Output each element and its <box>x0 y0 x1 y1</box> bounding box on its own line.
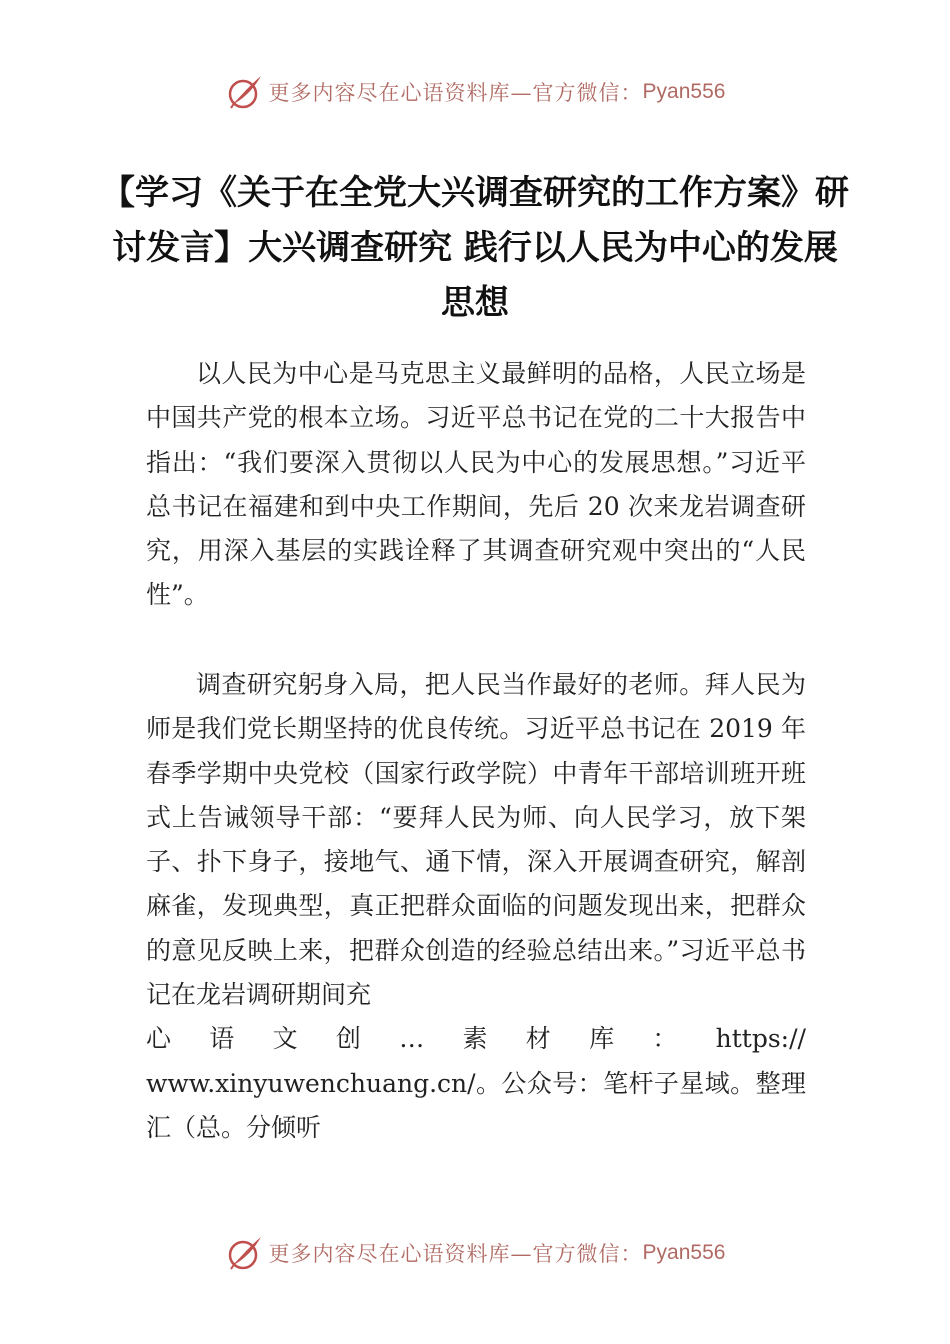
quill-logo-icon <box>225 72 265 112</box>
watermark-char: 文 <box>272 1024 298 1054</box>
paragraph-2: 调查研究躬身入局，把人民当作最好的老师。拜人民为师是我们党长期坚持的优良传统。习近平总书记在 2019 年春季学期中央党校（国家行政学院）中青年干部培训班开班式上告诫领导干部：“要拜人民为师、向人民学习，放下架子、扑下身子，接地气、通下情，深入开展调查研究，解剖麻雀，发现典型，真正把群众面临的问题发现出来，把群众的意见反映上来，把群众创造的经验总结出来。”习近平总书记在龙岩调研期间充 <box>146 670 806 1010</box>
watermark-char: … <box>399 1024 425 1054</box>
watermark-char: 材 <box>525 1024 551 1054</box>
watermark-char: 库 <box>589 1024 615 1054</box>
watermark-char: 素 <box>462 1024 488 1054</box>
banner-wechat-id: Pyan556 <box>642 80 726 103</box>
paragraph-1: 以人民为中心是马克思主义最鲜明的品格，人民立场是中国共产党的根本立场。习近平总书记在党的二十大报告中指出：“我们要深入贯彻以人民为中心的发展思想。”习近平总书记在福建和到中央工作期间，先后 20 次来龙岩调查研究，用深入基层的实践诠释了其调查研究观中突出的“人民性”。 <box>146 359 806 610</box>
watermark-char: 语 <box>209 1024 235 1054</box>
paragraph-2-block <box>146 663 806 1150</box>
header-banner <box>0 70 950 114</box>
watermark-char: 心 <box>146 1024 172 1054</box>
page-title: 【学习《关于在全党大兴调查研究的工作方案》研讨发言】大兴调查研究 践行以人民为中心的发展思想 <box>101 173 849 323</box>
banner-wechat-id: Pyan556 <box>642 1241 726 1264</box>
watermark-line <box>146 1017 806 1061</box>
footer-banner <box>0 1231 950 1275</box>
watermark-tail: www.xinyuwenchuang.cn/。公众号：笔杆子星域。整理汇（总。分倾听 <box>146 1068 806 1142</box>
quill-logo-icon <box>225 1233 265 1273</box>
watermark-char: ： <box>652 1024 678 1054</box>
banner-text: 更多内容尽在心语资料库—官方微信： <box>268 81 643 105</box>
watermark-url: https:// <box>715 1024 806 1054</box>
banner-text: 更多内容尽在心语资料库—官方微信： <box>268 1242 643 1266</box>
watermark-char: 创 <box>335 1024 361 1054</box>
